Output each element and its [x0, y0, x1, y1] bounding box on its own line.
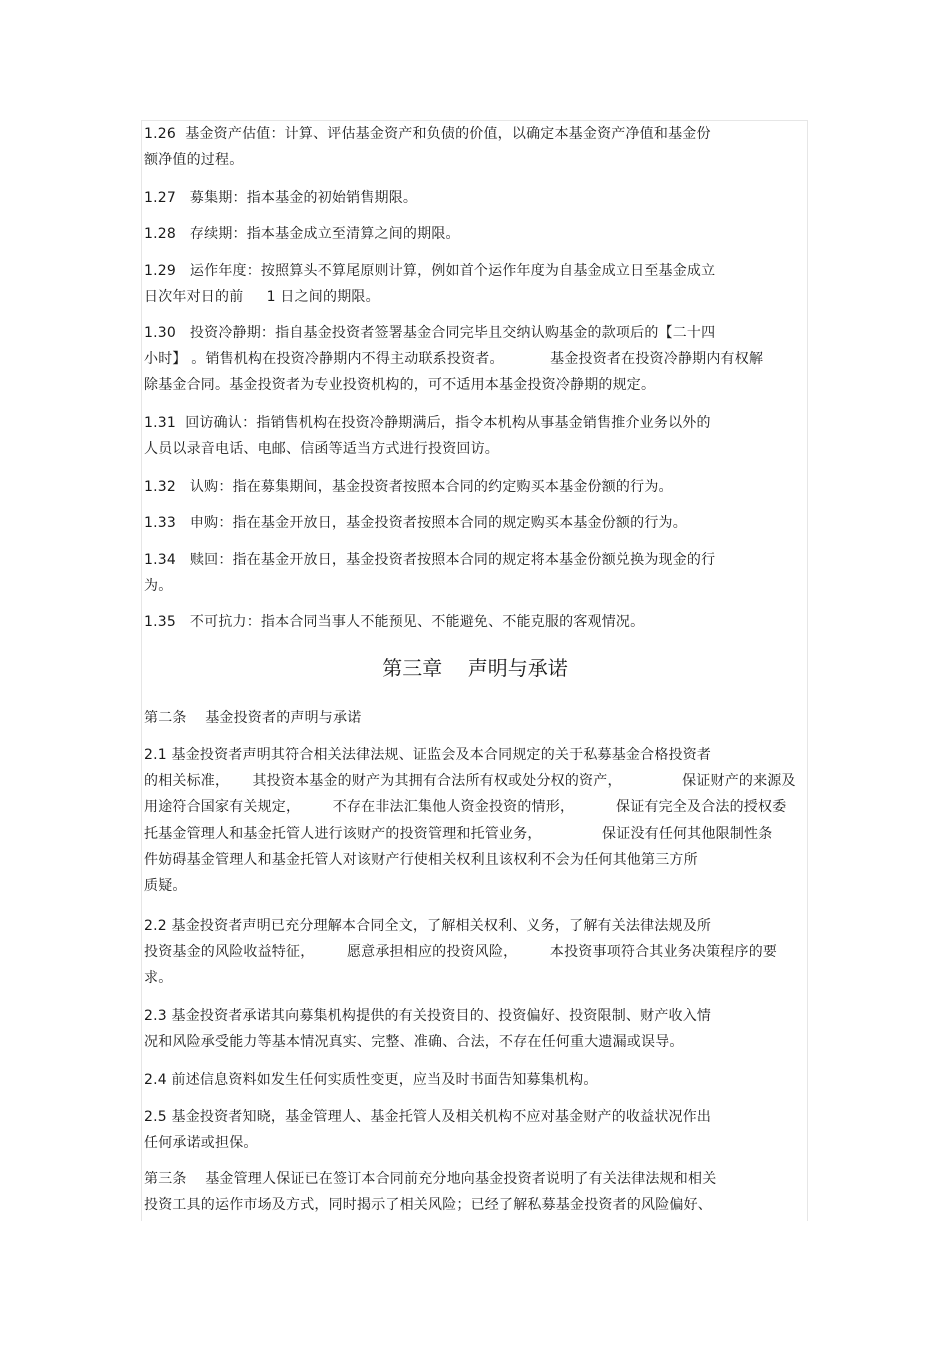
def-1-27: 1.27 募集期：指本基金的初始销售期限。: [144, 190, 418, 206]
clause-2-2-line3: 求。: [144, 970, 173, 986]
clause-2-1-line6: 质疑。: [144, 878, 187, 894]
def-1-30-line2: 小时】 。销售机构在投资冷静期内不得主动联系投资者。 基金投资者在投资冷静期内有权解: [144, 351, 764, 367]
clause-2-3-line1: 2.3 基金投资者承诺其向募集机构提供的有关投资目的、投资偏好、投资限制、财产收入情: [144, 1008, 712, 1024]
clause-2-5-line1: 2.5 基金投资者知晓，基金管理人、基金托管人及相关机构不应对基金财产的收益状况作出: [144, 1109, 712, 1125]
clause-2-1-line1: 2.1 基金投资者声明其符合相关法律法规、证监会及本合同规定的关于私募基金合格投资者: [144, 747, 712, 763]
clause-2-1-line3: 用途符合国家有关规定， 不存在非法汇集他人资金投资的情形， 保证有完全及合法的授权委: [144, 799, 787, 815]
clause-2-4: 2.4 前述信息资料如发生任何实质性变更，应当及时书面告知募集机构。: [144, 1072, 598, 1088]
def-1-31-line2: 人员以录音电话、电邮、信函等适当方式进行投资回访。: [144, 441, 499, 457]
def-1-28: 1.28 存续期：指本基金成立至清算之间的期限。: [144, 226, 460, 242]
clause-2-1-line5: 件妨碍基金管理人和基金托管人对该财产行使相关权利且该权利不会为任何其他第三方所: [144, 852, 698, 868]
clause-2-2-line1: 2.2 基金投资者声明已充分理解本合同全文，了解相关权利、义务，了解有关法律法规及所: [144, 918, 712, 934]
def-1-31-line1: 1.31 回访确认：指销售机构在投资冷静期满后，指令本机构从事基金销售推介业务以外的: [144, 415, 711, 431]
def-1-34-line2: 为。: [144, 578, 173, 594]
def-1-30-line1: 1.30 投资冷静期：指自基金投资者签署基金合同完毕且交纳认购基金的款项后的【二十四: [144, 325, 716, 341]
article-3-line1: 第三条 基金管理人保证已在签订本合同前充分地向基金投资者说明了有关法律法规和相关: [144, 1171, 717, 1187]
clause-2-2-line2: 投资基金的风险收益特征， 愿意承担相应的投资风险， 本投资事项符合其业务决策程序的要: [144, 944, 778, 960]
article-3-line2: 投资工具的运作市场及方式，同时揭示了相关风险；已经了解私募基金投资者的风险偏好、: [144, 1197, 712, 1213]
def-1-26-line2: 额净值的过程。: [144, 152, 244, 168]
def-1-34-line1: 1.34 赎回：指在基金开放日，基金投资者按照本合同的规定将本基金份额兑换为现金的行: [144, 552, 716, 568]
article-2-heading: 第二条 基金投资者的声明与承诺: [144, 710, 362, 726]
clause-2-3-line2: 况和风险承受能力等基本情况真实、完整、准确、合法，不存在任何重大遗漏或误导。: [144, 1034, 684, 1050]
clause-2-5-line2: 任何承诺或担保。: [144, 1135, 258, 1151]
def-1-26-line1: 1.26 基金资产估值：计算、评估基金资产和负债的价值，以确定本基金资产净值和基金份: [144, 126, 711, 142]
clause-2-1-line4: 托基金管理人和基金托管人进行该财产的投资管理和托管业务， 保证没有任何其他限制性条: [144, 826, 773, 842]
chapter-title: 第三章 声明与承诺: [382, 656, 568, 680]
def-1-33: 1.33 申购：指在基金开放日，基金投资者按照本合同的规定购买本基金份额的行为。: [144, 515, 687, 531]
def-1-29-line1: 1.29 运作年度：按照算头不算尾原则计算，例如首个运作年度为自基金成立日至基金成立: [144, 263, 716, 279]
clause-2-1-line2: 的相关标准， 其投资本基金的财产为其拥有合法所有权或处分权的资产， 保证财产的来源及: [144, 773, 796, 789]
def-1-35: 1.35 不可抗力：指本合同当事人不能预见、不能避免、不能克服的客观情况。: [144, 614, 645, 630]
def-1-29-line2: 日次年对日的前 1 日之间的期限。: [144, 289, 380, 305]
def-1-32: 1.32 认购：指在募集期间，基金投资者按照本合同的约定购买本基金份额的行为。: [144, 479, 673, 495]
def-1-30-line3: 除基金合同。基金投资者为专业投资机构的，可不适用本基金投资冷静期的规定。: [144, 377, 656, 393]
